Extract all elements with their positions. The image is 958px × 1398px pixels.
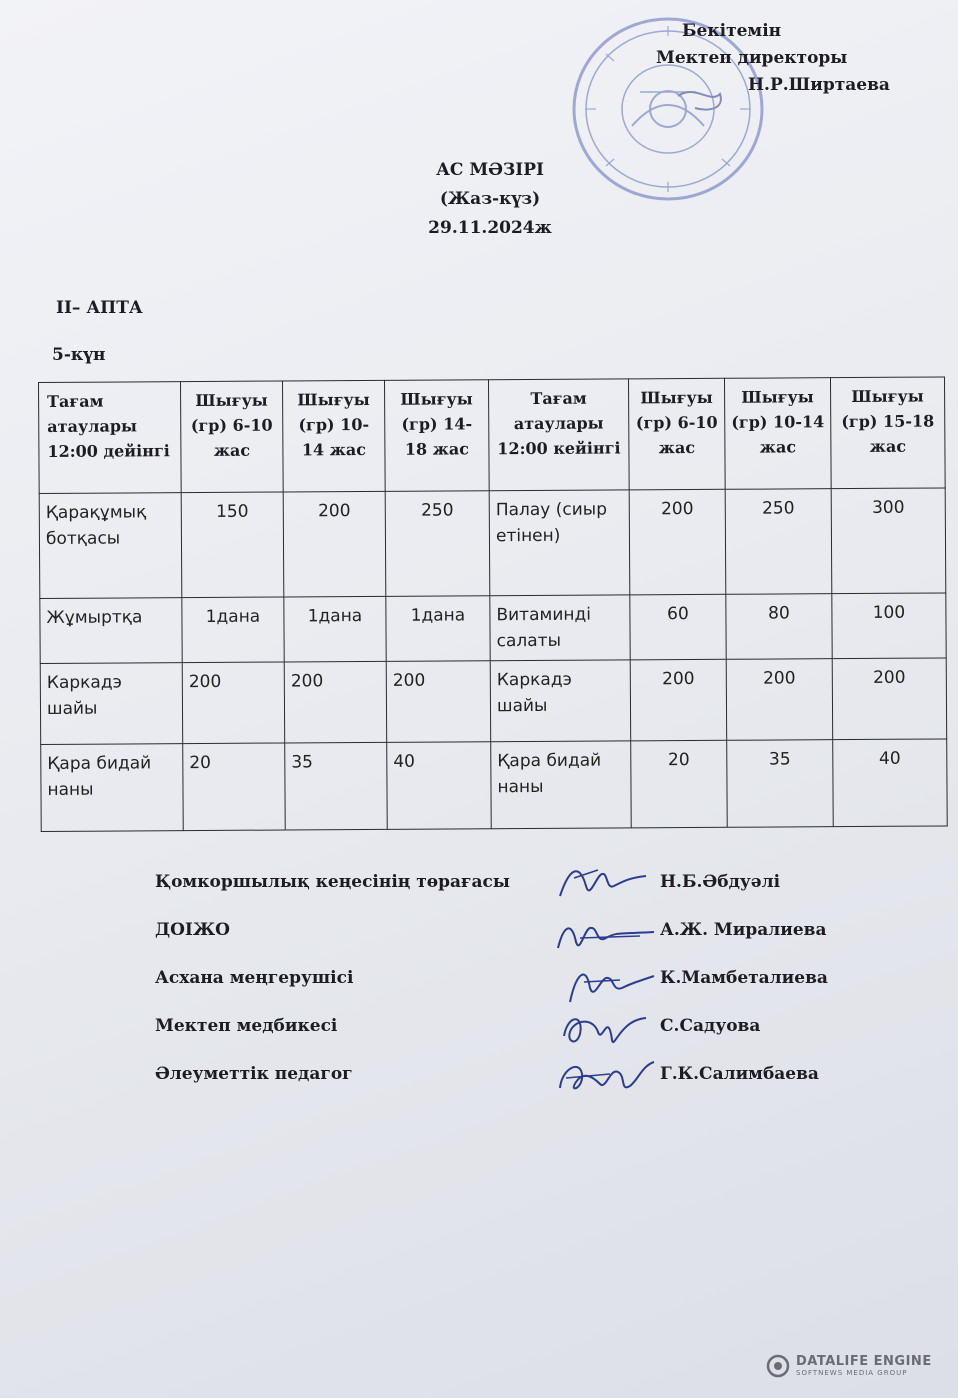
amount-after-6-10: 60 bbox=[630, 594, 726, 660]
amount-after-15-18: 300 bbox=[831, 488, 946, 594]
header-before-10-14: Шығуы (гр) 10-14 жас bbox=[282, 380, 385, 492]
header-before-6-10: Шығуы (гр) 6-10 жас bbox=[181, 381, 284, 493]
signer-name: Н.Б.Әбдуәлі bbox=[660, 872, 781, 892]
signature-row bbox=[155, 1016, 875, 1064]
amount-before-10-14: 35 bbox=[285, 742, 388, 830]
amount-before-14-18: 1дана bbox=[386, 596, 490, 662]
title-block bbox=[340, 156, 640, 243]
signer-role: Қомкоршылық кеңесінің төрағасы bbox=[155, 872, 510, 892]
food-before: Каркадэ шайы bbox=[40, 663, 182, 745]
season-label: (Жаз-күз) bbox=[439, 189, 541, 209]
signer-role: ДОІЖО bbox=[155, 920, 230, 940]
signer-name: Г.К.Салимбаева bbox=[660, 1064, 819, 1084]
page-title: АС МӘЗІРІ bbox=[436, 160, 544, 180]
handwritten-signature bbox=[550, 1048, 660, 1102]
amount-before-14-18: 200 bbox=[386, 661, 490, 743]
approval-line-2: Мектеп директоры bbox=[656, 48, 848, 68]
signature-row bbox=[155, 968, 875, 1016]
amount-after-6-10: 200 bbox=[630, 659, 726, 741]
approval-line-3: Н.Р.Ширтаева bbox=[748, 75, 890, 95]
approval-line-1: Бекітемін bbox=[682, 21, 782, 41]
table-row bbox=[40, 593, 946, 664]
table-row bbox=[39, 488, 946, 599]
food-after: Палау (сиыр етінен) bbox=[489, 490, 630, 596]
food-after: Каркадэ шайы bbox=[490, 660, 630, 742]
watermark-sub: SOFTNEWS MEDIA GROUP bbox=[796, 1369, 908, 1377]
watermark bbox=[766, 1354, 932, 1378]
table-header-row bbox=[39, 377, 946, 494]
day-label: 5-күн bbox=[52, 345, 106, 365]
amount-after-15-18: 100 bbox=[832, 593, 946, 659]
signer-name: С.Садуова bbox=[660, 1016, 761, 1036]
food-after: Қара бидай наны bbox=[491, 741, 632, 829]
amount-before-14-18: 40 bbox=[387, 742, 492, 830]
handwritten-signature bbox=[550, 904, 660, 958]
signature-row bbox=[155, 920, 875, 968]
signer-role: Мектеп медбикесі bbox=[155, 1016, 338, 1036]
table-row bbox=[41, 739, 948, 832]
amount-before-10-14: 200 bbox=[284, 661, 386, 743]
signer-role: Асхана меңгерушісі bbox=[155, 968, 354, 988]
menu-date: 29.11.2024ж bbox=[428, 218, 552, 238]
signer-name: А.Ж. Миралиева bbox=[660, 920, 827, 940]
amount-after-6-10: 200 bbox=[629, 489, 726, 595]
table-row bbox=[40, 658, 946, 745]
amount-before-6-10: 150 bbox=[181, 492, 284, 598]
handwritten-signature bbox=[550, 1000, 660, 1054]
signer-role: Әлеуметтік педагог bbox=[155, 1064, 353, 1084]
menu-table bbox=[38, 376, 948, 832]
header-after-10-14: Шығуы (гр) 10-14 жас bbox=[724, 378, 831, 490]
amount-before-14-18: 250 bbox=[385, 491, 490, 597]
week-label: ІІ– АПТА bbox=[56, 298, 143, 318]
signature-row bbox=[155, 1064, 875, 1112]
food-after: Витаминді салаты bbox=[490, 595, 630, 661]
header-after-6-10: Шығуы (гр) 6-10 жас bbox=[628, 378, 725, 490]
approval-block bbox=[656, 18, 946, 99]
amount-after-15-18: 200 bbox=[832, 658, 946, 740]
header-food-before: Тағам атаулары 12:00 дейінгі bbox=[39, 382, 182, 494]
header-food-after: Тағам атаулары 12:00 кейінгі bbox=[488, 379, 629, 491]
watermark-brand: DATALIFE ENGINE bbox=[796, 1354, 932, 1369]
header-before-14-18: Шығуы (гр) 14-18 жас bbox=[384, 380, 489, 492]
signature-row bbox=[155, 872, 875, 920]
amount-after-10-14: 35 bbox=[727, 740, 834, 828]
amount-after-6-10: 20 bbox=[631, 740, 728, 828]
food-before: Қара бидай наны bbox=[41, 744, 184, 832]
amount-after-15-18: 40 bbox=[833, 739, 948, 827]
handwritten-signature bbox=[550, 856, 660, 910]
amount-before-6-10: 20 bbox=[183, 743, 286, 831]
datalife-logo-icon bbox=[766, 1354, 790, 1378]
amount-after-10-14: 80 bbox=[726, 594, 832, 660]
amount-before-10-14: 200 bbox=[283, 491, 386, 597]
amount-before-6-10: 200 bbox=[182, 662, 284, 744]
food-before: Қарақұмық ботқасы bbox=[39, 493, 182, 599]
header-after-15-18: Шығуы (гр) 15-18 жас bbox=[830, 377, 945, 489]
signatures-block bbox=[155, 872, 875, 1112]
amount-before-10-14: 1дана bbox=[284, 596, 386, 662]
food-before: Жұмыртқа bbox=[40, 598, 182, 664]
signer-name: К.Мамбеталиева bbox=[660, 968, 828, 988]
amount-after-10-14: 250 bbox=[725, 489, 832, 595]
handwritten-signature bbox=[550, 952, 660, 1006]
amount-before-6-10: 1дана bbox=[182, 597, 284, 663]
amount-after-10-14: 200 bbox=[726, 659, 832, 741]
